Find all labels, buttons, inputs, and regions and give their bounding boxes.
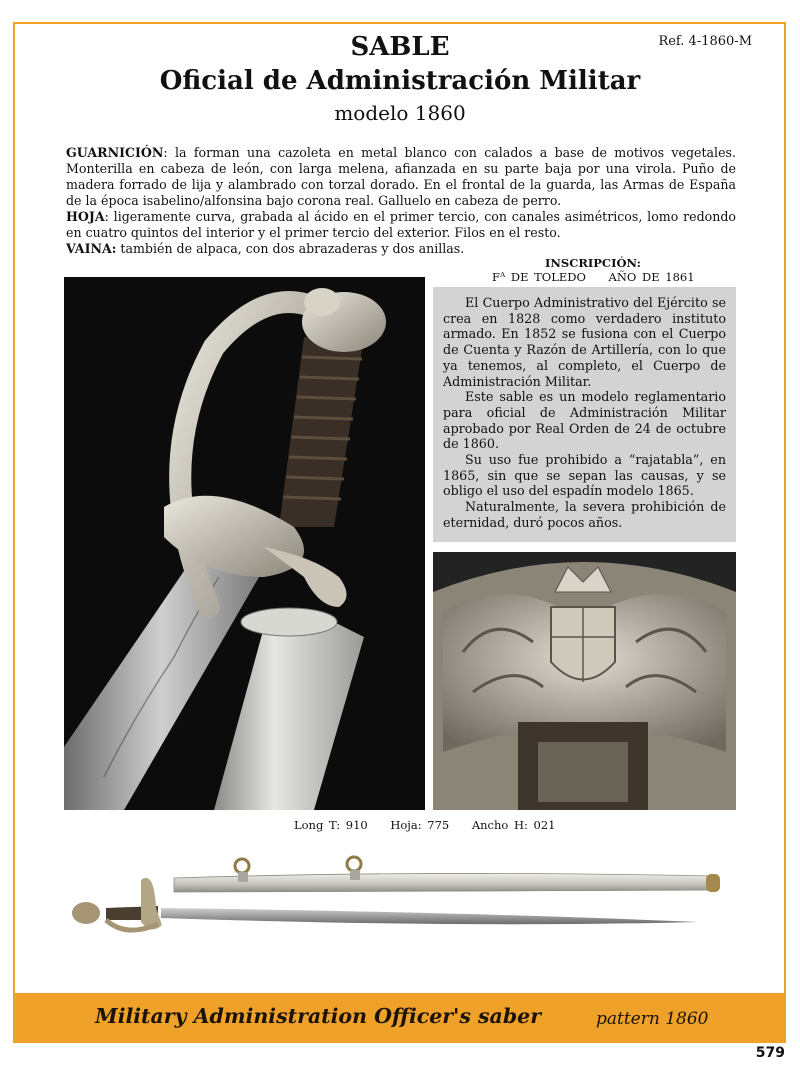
model-label: modelo 1860 [334,101,466,125]
history-paragraph: El Cuerpo Administrativo del Ejército se crea en 1828 como verdadero instituto armado. En 1852 se fusiona con el Cuerpo de Cuenta y Razón de Artillería, con lo que ya tenemos, al completo, el Cuerpo de Administración Militar. [443,295,726,389]
hilt-photo [64,277,425,810]
english-pattern: pattern 1860 [596,1009,709,1029]
page-title: SABLE [350,32,450,62]
history-box [433,287,736,542]
page-subtitle: Oficial de Administración Militar [159,66,641,96]
crest-detail-photo [433,552,736,810]
full-saber-photo [66,850,726,940]
vaina-text: también de alpaca, con dos abrazaderas y dos anillas. [116,241,465,256]
hoja-label: HOJA [66,209,105,224]
inscription-text: Fᴬ DE TOLEDO AÑO DE 1861 [492,270,695,284]
inscription-label: INSCRIPCIÓN: [545,256,641,270]
page-number: 579 [755,1045,785,1061]
hoja-text: : ligeramente curva, grabada al ácido en el primer tercio, con canales asimétricos, lomo redondo en cuatro quintos del interior y el primer tercio del exterior. Filos en el resto. [66,209,736,240]
history-paragraph: Este sable es un modelo reglamentario para oficial de Administración Militar aprobado por Real Orden de 24 de octubre de 1860. [443,389,726,452]
reference-code: Ref. 4-1860-M [658,34,752,49]
history-paragraph: Naturalmente, la severa prohibición de eternidad, duró pocos años. [443,499,726,530]
vaina-label: VAINA: [66,241,117,256]
description-block [66,145,736,257]
guarnicion-text: : la forman una cazoleta en metal blanco con calados a base de motivos vegetales. Monterilla en cabeza de león, con larga melena, afianzada en su parte baja por una virola. Puño de madera forrado de lija y alambrado con torzal dorado. En el frontal de la guarda, las Armas de España de la época isabelino/alfonsina bajo corona real. Galluelo en cabeza de perro. [66,145,736,208]
english-title: Military Administration Officer's saber [95,1004,542,1028]
history-paragraph: Su uso fue prohibido a “rajatabla”, en 1865, sin que se sepan las causas, y se obligo el uso del espadín modelo 1865. [443,452,726,499]
measurements: Long T: 910 Hoja: 775 Ancho H: 021 [294,818,556,832]
guarnicion-label: GUARNICIÓN [66,145,164,160]
